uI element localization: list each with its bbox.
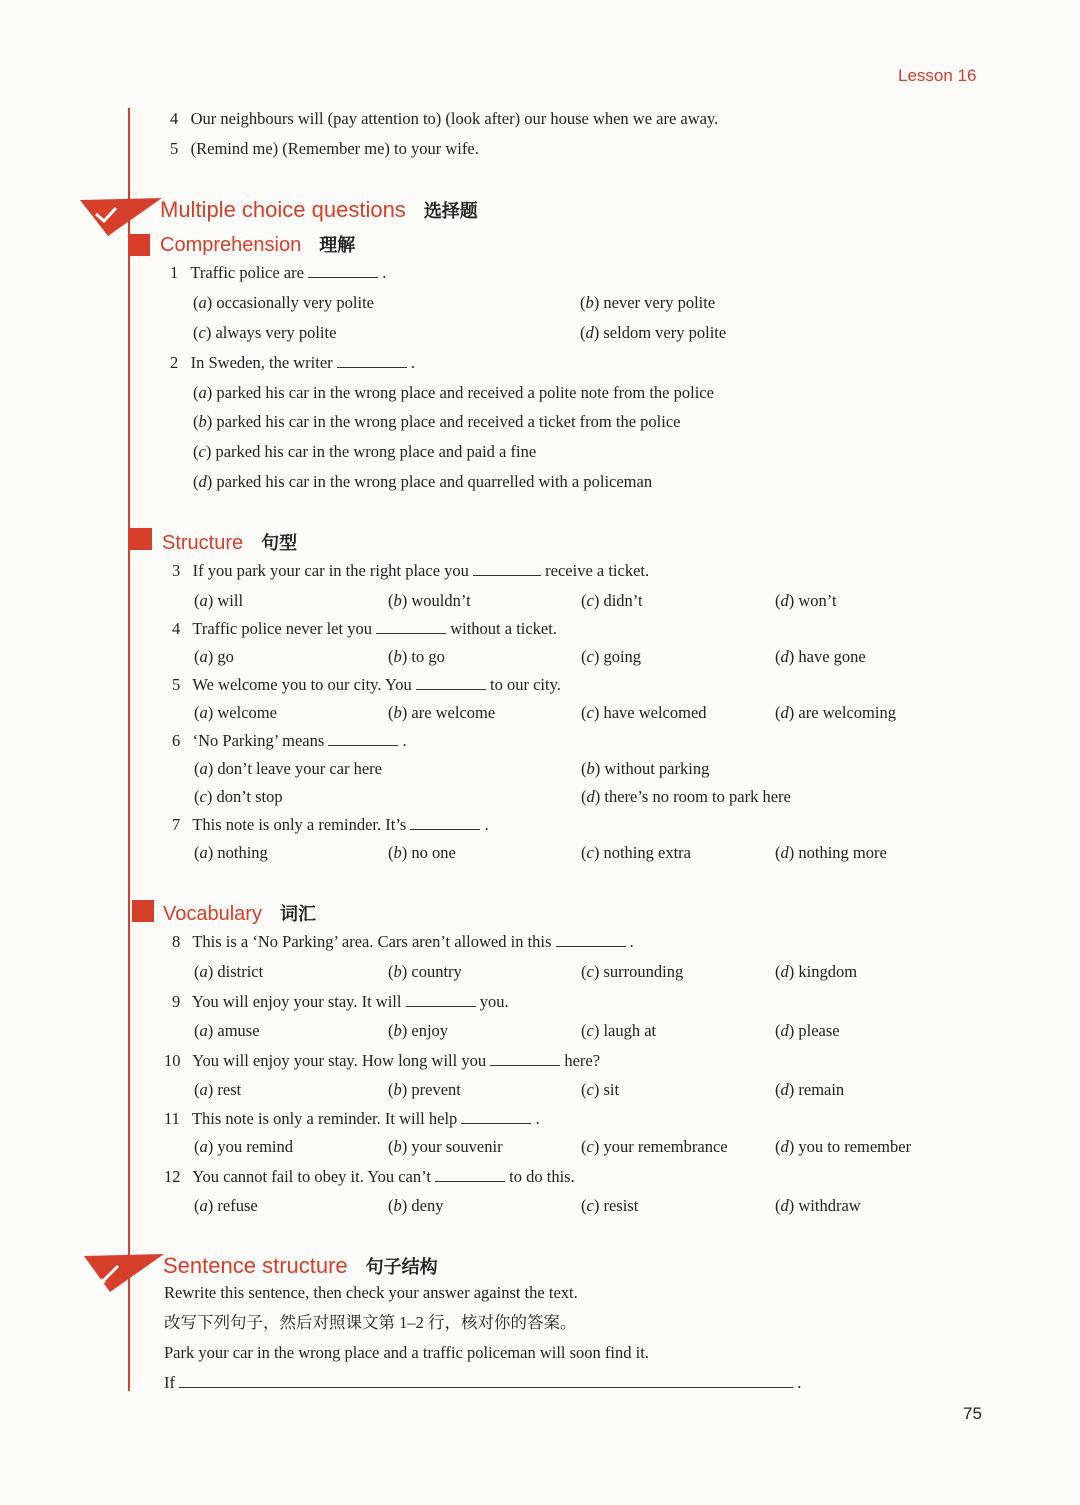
option-text: nothing more [798, 843, 887, 862]
option-letter: c [586, 962, 594, 981]
option-letter: d [198, 472, 207, 491]
instruction-cn: 改写下列句子，然后对照课文第 1–2 行，核对你的答案。 [164, 1313, 577, 1332]
option-letter: a [199, 1080, 208, 1099]
option-letter: d [780, 703, 789, 722]
question-5 [172, 674, 561, 696]
q-text-end: . [629, 932, 634, 951]
lesson-label: Lesson 16 [898, 66, 977, 85]
option-text: will [217, 591, 244, 610]
option-text: district [217, 962, 264, 981]
option-text: nothing extra [603, 843, 691, 862]
option-letter: b [393, 1021, 402, 1040]
option-text: rest [217, 1080, 242, 1099]
option-d: (d) remain [775, 1080, 845, 1099]
q-text: This note is only a reminder. It’s [192, 815, 407, 834]
option-b: (b) without parking [581, 759, 710, 778]
option-c: (c) going [581, 647, 642, 666]
answer-blank[interactable] [328, 731, 398, 746]
page-number: 75 [963, 1404, 982, 1423]
option-letter: c [586, 1080, 594, 1099]
option-text: enjoy [411, 1021, 449, 1040]
answer-blank[interactable] [406, 992, 476, 1007]
structure-title: Structure [162, 532, 244, 554]
option-letter: b [393, 591, 402, 610]
option-c: (c) sit [581, 1080, 620, 1099]
option-letter: c [586, 1196, 594, 1215]
option-letter: a [199, 1196, 208, 1215]
answer-blank-long[interactable] [179, 1375, 793, 1388]
option-a: (a) welcome [194, 703, 277, 722]
option-c: (c) always very polite [193, 323, 337, 342]
option-c: (c) parked his car in the wrong place and paid a fine [193, 442, 537, 461]
option-letter: a [198, 293, 207, 312]
option-letter: d [780, 1196, 789, 1215]
option-text: sit [603, 1080, 620, 1099]
q-text-end: you. [479, 992, 509, 1011]
top-item-4 [170, 108, 718, 130]
option-b: (b) your souvenir [388, 1137, 503, 1156]
q-text: This is a ‘No Parking’ area. Cars aren’t allowed in this [192, 932, 552, 951]
mcq-heading [160, 197, 478, 223]
option-text: surrounding [603, 962, 684, 981]
answer-blank[interactable] [410, 815, 480, 830]
q-num: 8 [172, 932, 181, 951]
option-text: have gone [798, 647, 866, 666]
q-text: You cannot fail to obey it. You can’t [192, 1167, 431, 1186]
option-d: (d) won’t [775, 591, 837, 610]
option-b: (b) country [388, 962, 462, 981]
sentence-structure-heading [163, 1253, 438, 1279]
q-text-end: . [410, 353, 416, 372]
option-text: never very polite [603, 293, 716, 312]
option-letter: a [199, 759, 208, 778]
vocabulary-title-cn: 词汇 [279, 904, 316, 924]
option-text: parked his car in the wrong place and received a ticket from the police [216, 412, 681, 431]
option-text: without parking [604, 759, 710, 778]
option-letter: d [780, 962, 789, 981]
option-b: (b) wouldn’t [388, 591, 471, 610]
structure-title-cn: 句型 [261, 533, 298, 553]
option-letter: c [198, 442, 206, 461]
option-letter: c [199, 787, 207, 806]
option-letter: a [198, 383, 207, 402]
question-10 [164, 1050, 600, 1072]
answer-blank[interactable] [556, 932, 626, 947]
option-text: prevent [411, 1080, 461, 1099]
option-d: (d) have gone [775, 647, 866, 666]
answer-blank[interactable] [376, 619, 446, 634]
question-3 [172, 560, 649, 582]
option-a: (a) rest [194, 1080, 242, 1099]
option-a: (a) refuse [194, 1196, 258, 1215]
option-d: (d) are welcoming [775, 703, 896, 722]
option-a: (a) will [194, 591, 244, 610]
option-text: you remind [217, 1137, 293, 1156]
option-text: parked his car in the wrong place and received a polite note from the police [216, 383, 714, 402]
q-text-end: . [382, 263, 387, 282]
q-text: We welcome you to our city. You [192, 675, 412, 694]
answer-blank[interactable] [416, 675, 486, 690]
option-text: your souvenir [411, 1137, 503, 1156]
option-c: (c) don’t stop [194, 787, 283, 806]
option-c: (c) your remembrance [581, 1137, 728, 1156]
option-letter: c [198, 323, 206, 342]
option-letter: d [780, 1080, 789, 1099]
option-letter: d [780, 843, 789, 862]
option-text: withdraw [798, 1196, 861, 1215]
option-text: going [603, 647, 642, 666]
option-a: (a) amuse [194, 1021, 260, 1040]
option-letter: c [586, 1137, 594, 1156]
item-text: (Remind me) (Remember me) to your wife. [190, 139, 479, 158]
option-d: (d) kingdom [775, 962, 858, 981]
question-9 [172, 991, 509, 1013]
question-8 [172, 931, 634, 953]
q-text-end: without a ticket. [450, 619, 557, 638]
question-2 [170, 352, 415, 374]
option-letter: d [586, 787, 595, 806]
comprehension-title-cn: 理解 [319, 235, 356, 255]
q-num: 11 [164, 1109, 180, 1128]
option-d: (d) seldom very polite [580, 323, 727, 342]
q-num: 12 [164, 1167, 181, 1186]
question-7 [172, 814, 489, 836]
option-text: occasionally very polite [216, 293, 374, 312]
checkmark-banner-icon [80, 198, 162, 238]
option-letter: d [780, 1137, 789, 1156]
option-text: parked his car in the wrong place and quarrelled with a policeman [216, 472, 653, 491]
option-letter: b [393, 843, 402, 862]
option-letter: a [199, 1021, 208, 1040]
option-letter: a [199, 962, 208, 981]
answer-suffix: . [797, 1373, 802, 1392]
q-text-end: . [535, 1109, 540, 1128]
option-letter: a [199, 843, 208, 862]
option-text: don’t leave your car here [217, 759, 382, 778]
option-letter: a [199, 647, 208, 666]
option-a: (a) parked his car in the wrong place and received a polite note from the police [193, 383, 714, 402]
option-letter: c [586, 591, 594, 610]
option-b: (b) are welcome [388, 703, 496, 722]
question-1 [170, 262, 386, 284]
option-letter: d [780, 591, 789, 610]
section-marker [132, 900, 154, 922]
option-text: refuse [217, 1196, 258, 1215]
option-text: welcome [217, 703, 277, 722]
option-letter: b [393, 1196, 402, 1215]
q-text: ‘No Parking’ means [192, 731, 325, 750]
q-num: 5 [172, 675, 181, 694]
option-d: (d) withdraw [775, 1196, 861, 1215]
answer-blank[interactable] [461, 1109, 531, 1124]
option-letter: b [393, 962, 402, 981]
structure-heading [162, 529, 297, 555]
option-text: didn’t [603, 591, 643, 610]
option-text: amuse [217, 1021, 260, 1040]
option-a: (a) don’t leave your car here [194, 759, 382, 778]
q-text: You will enjoy your stay. How long will you [192, 1051, 487, 1070]
option-letter: a [199, 591, 208, 610]
option-letter: b [393, 647, 402, 666]
option-a: (a) district [194, 962, 264, 981]
option-text: please [798, 1021, 840, 1040]
option-c: (c) resist [581, 1196, 639, 1215]
q-text: In Sweden, the writer [190, 353, 333, 372]
option-letter: a [199, 1137, 208, 1156]
mcq-title: Multiple choice questions [160, 197, 406, 222]
item-text: Our neighbours will (pay attention to) (look after) our house when we are away. [190, 109, 719, 128]
option-text: to go [411, 647, 445, 666]
option-c: (c) have welcomed [581, 703, 707, 722]
q-text-end: . [484, 815, 489, 834]
q-text-end: receive a ticket. [545, 561, 650, 580]
mcq-title-cn: 选择题 [423, 201, 478, 221]
option-text: are welcoming [798, 703, 896, 722]
sentence-structure-title: Sentence structure [163, 1253, 348, 1278]
q-text-end: . [402, 731, 407, 750]
item-number: 5 [170, 139, 179, 158]
source-sentence: Park your car in the wrong place and a traffic policeman will soon find it. [164, 1343, 649, 1362]
option-letter: d [585, 323, 594, 342]
option-letter: c [586, 843, 594, 862]
option-letter: b [585, 293, 594, 312]
option-b: (b) deny [388, 1196, 444, 1215]
instruction: Rewrite this sentence, then check your answer against the text. [164, 1283, 578, 1302]
option-letter: b [198, 412, 207, 431]
option-c: (c) surrounding [581, 962, 684, 981]
comprehension-title: Comprehension [160, 234, 302, 256]
option-c: (c) laugh at [581, 1021, 657, 1040]
option-text: country [411, 962, 462, 981]
option-text: resist [603, 1196, 639, 1215]
answer-blank[interactable] [473, 561, 541, 576]
q-num: 9 [172, 992, 181, 1011]
q-text-end: here? [564, 1051, 601, 1070]
option-text: always very polite [215, 323, 337, 342]
option-b: (b) enjoy [388, 1021, 449, 1040]
item-number: 4 [170, 109, 179, 128]
option-letter: c [586, 647, 594, 666]
option-d: (d) you to remember [775, 1137, 912, 1156]
option-text: laugh at [603, 1021, 657, 1040]
option-text: won’t [798, 591, 837, 610]
q-text-end: to do this. [509, 1167, 575, 1186]
question-11 [164, 1108, 540, 1130]
option-letter: c [586, 703, 594, 722]
q-num: 6 [172, 731, 181, 750]
answer-prefix: If [164, 1373, 175, 1392]
q-num: 3 [172, 561, 181, 580]
option-text: there’s no room to park here [604, 787, 791, 806]
option-text: seldom very polite [603, 323, 727, 342]
option-c: (c) nothing extra [581, 843, 691, 862]
section-marker [128, 234, 150, 256]
question-6 [172, 730, 407, 752]
option-d: (d) nothing more [775, 843, 887, 862]
option-b: (b) to go [388, 647, 445, 666]
option-text: are welcome [411, 703, 496, 722]
option-text: you to remember [798, 1137, 912, 1156]
top-item-5 [170, 138, 479, 160]
q-text: If you park your car in the right place you [192, 561, 469, 580]
option-letter: d [780, 647, 789, 666]
option-b: (b) no one [388, 843, 456, 862]
option-text: have welcomed [603, 703, 707, 722]
option-text: remain [798, 1080, 845, 1099]
option-text: nothing [217, 843, 268, 862]
option-text: don’t stop [216, 787, 283, 806]
vocabulary-title: Vocabulary [163, 903, 262, 925]
comprehension-heading [160, 231, 355, 257]
option-text: deny [411, 1196, 444, 1215]
option-letter: c [586, 1021, 594, 1040]
q-text-end: to our city. [490, 675, 561, 694]
option-c: (c) didn’t [581, 591, 643, 610]
option-text: parked his car in the wrong place and paid a fine [215, 442, 537, 461]
option-a: (a) you remind [194, 1137, 293, 1156]
option-b: (b) parked his car in the wrong place and received a ticket from the police [193, 412, 681, 431]
option-letter: b [393, 1137, 402, 1156]
option-text: kingdom [798, 962, 858, 981]
answer-blank[interactable] [308, 263, 378, 278]
q-text: Traffic police never let you [192, 619, 372, 638]
option-text: no one [411, 843, 456, 862]
question-4 [172, 618, 557, 640]
q-num: 2 [170, 353, 179, 372]
answer-blank[interactable] [337, 353, 407, 368]
option-d: (d) please [775, 1021, 840, 1040]
answer-blank[interactable] [490, 1051, 560, 1066]
option-b: (b) never very polite [580, 293, 716, 312]
section-marker [130, 528, 152, 550]
answer-blank[interactable] [435, 1167, 505, 1182]
option-letter: a [199, 703, 208, 722]
question-12 [164, 1166, 575, 1188]
option-letter: d [780, 1021, 789, 1040]
option-text: go [217, 647, 234, 666]
option-d: (d) parked his car in the wrong place and quarrelled with a policeman [193, 472, 653, 491]
option-a: (a) nothing [194, 843, 268, 862]
answer-line [164, 1372, 801, 1394]
margin-rule [128, 108, 130, 1391]
option-text: wouldn’t [411, 591, 471, 610]
vocabulary-heading [163, 900, 316, 926]
option-b: (b) prevent [388, 1080, 461, 1099]
option-a: (a) occasionally very polite [193, 293, 374, 312]
q-num: 1 [170, 263, 179, 282]
q-num: 7 [172, 815, 181, 834]
option-letter: b [393, 703, 402, 722]
option-letter: b [586, 759, 595, 778]
q-num: 4 [172, 619, 181, 638]
pencil-banner-icon [84, 1252, 164, 1294]
q-text: Traffic police are [190, 263, 304, 282]
sentence-structure-title-cn: 句子结构 [365, 1257, 438, 1277]
q-text: You will enjoy your stay. It will [192, 992, 402, 1011]
option-letter: b [393, 1080, 402, 1099]
option-d: (d) there’s no room to park here [581, 787, 791, 806]
q-text: This note is only a reminder. It will help [191, 1109, 458, 1128]
q-num: 10 [164, 1051, 181, 1070]
option-text: your remembrance [603, 1137, 728, 1156]
option-a: (a) go [194, 647, 234, 666]
